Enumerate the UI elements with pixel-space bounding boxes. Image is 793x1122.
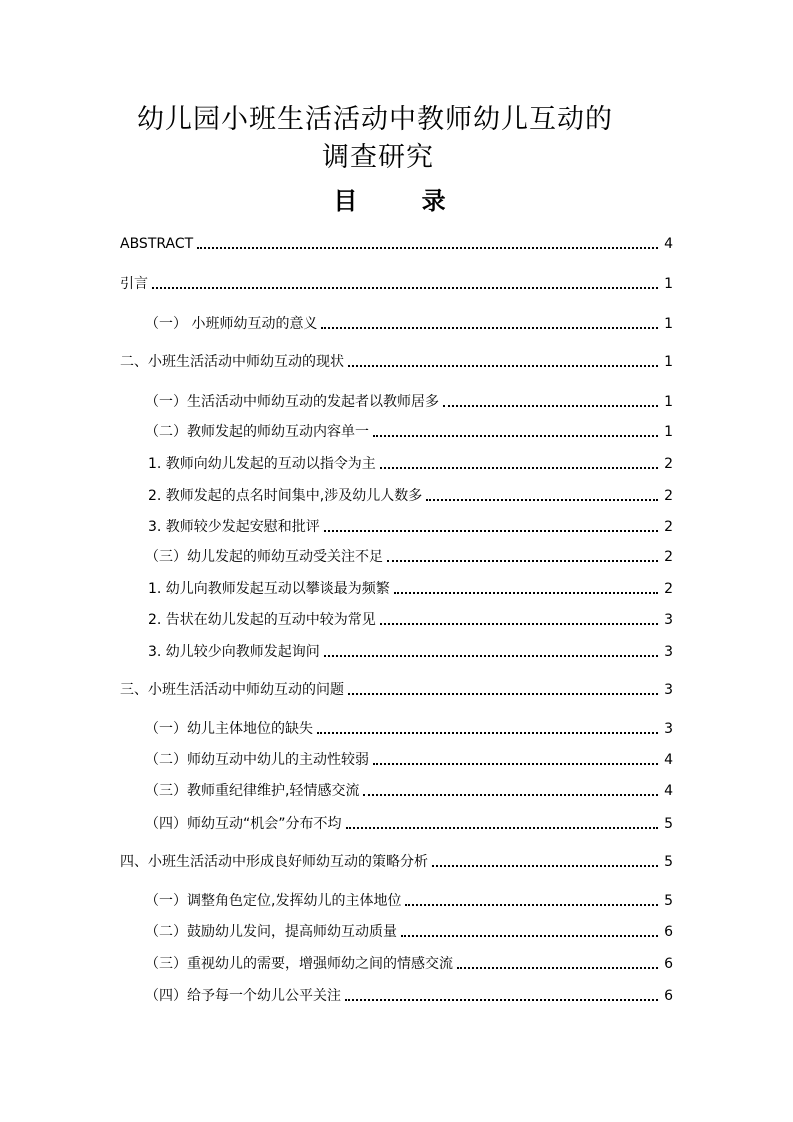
toc-entry-2-2[interactable]: [145, 421, 673, 443]
toc-entry-page: 5: [664, 816, 673, 832]
toc-dot-leader: [380, 467, 658, 469]
toc-entry-page: 2: [664, 456, 673, 472]
toc-entry-1-1[interactable]: [145, 313, 673, 335]
toc-entry-4-4[interactable]: [145, 985, 673, 1007]
toc-entry-label: （一）幼儿主体地位的缺失: [145, 721, 313, 737]
toc-entry-3-1[interactable]: [145, 718, 673, 740]
toc-entry-label: 引言: [120, 276, 148, 292]
toc-dot-leader: [197, 247, 658, 249]
toc-entry-4-2[interactable]: [145, 921, 673, 943]
toc-entry-label: 四、小班生活活动中形成良好师幼互动的策略分析: [120, 854, 428, 870]
toc-entry-label: 3. 教师较少发起安慰和批评: [148, 519, 320, 535]
toc-entry-page: 3: [664, 721, 673, 737]
toc-entry-page: 4: [664, 236, 673, 252]
toc-entry-label: 1. 教师向幼儿发起的互动以指令为主: [148, 456, 376, 472]
toc-entry-page: 3: [664, 644, 673, 660]
toc-entry-page: 6: [664, 924, 673, 940]
toc-entry-page: 1: [664, 424, 673, 440]
toc-entry-label: （三）教师重纪律维护,轻情感交流: [145, 783, 360, 799]
toc-dot-leader: [317, 732, 658, 734]
toc-entry-label: 二、小班生活活动中师幼互动的现状: [120, 354, 344, 370]
toc-entry-label: 三、小班生活活动中师幼互动的问题: [120, 682, 344, 698]
toc-dot-leader: [401, 935, 658, 937]
toc-entry-abstract[interactable]: [120, 233, 673, 255]
toc-entry-2-3-3[interactable]: [148, 641, 673, 663]
toc-dot-leader: [348, 693, 658, 695]
toc-entry-label: 3. 幼儿较少向教师发起询问: [148, 644, 320, 660]
document-title-line-2: 调查研究: [322, 142, 434, 173]
toc-entry-3-2[interactable]: [145, 749, 673, 771]
toc-entry-3-3[interactable]: [145, 780, 673, 802]
toc-dot-leader: [432, 865, 658, 867]
toc-entry-2-3-2[interactable]: [148, 609, 673, 631]
toc-heading: 目 录: [333, 187, 474, 215]
toc-dot-leader: [345, 999, 658, 1001]
toc-dot-leader: [380, 623, 658, 625]
toc-entry-label: （三）幼儿发起的师幼互动受关注不足: [145, 549, 383, 565]
toc-entry-label: 1. 幼儿向教师发起互动以攀谈最为频繁: [148, 581, 390, 597]
toc-entry-section-4[interactable]: [120, 851, 673, 873]
toc-dot-leader: [324, 530, 658, 532]
toc-entry-page: 2: [664, 549, 673, 565]
toc-entry-introduction[interactable]: [120, 273, 673, 295]
toc-entry-label: （一）调整角色定位,发挥幼儿的主体地位: [145, 893, 402, 909]
toc-entry-label: （四）师幼互动“机会”分布不均: [145, 816, 342, 832]
toc-dot-leader: [426, 499, 658, 501]
toc-entry-page: 4: [664, 783, 673, 799]
toc-entry-page: 5: [664, 854, 673, 870]
toc-entry-2-2-1[interactable]: [148, 453, 673, 475]
toc-entry-page: 1: [664, 316, 673, 332]
toc-entry-4-3[interactable]: [145, 953, 673, 975]
toc-entry-section-2[interactable]: [120, 351, 673, 373]
toc-entry-label: （一） 小班师幼互动的意义: [145, 316, 318, 332]
toc-entry-page: 3: [664, 682, 673, 698]
toc-dot-leader: [457, 967, 658, 969]
toc-entry-page: 2: [664, 519, 673, 535]
toc-dot-leader: [387, 560, 658, 562]
toc-dot-leader: [373, 435, 658, 437]
toc-entry-page: 1: [664, 354, 673, 370]
toc-entry-label: （二）教师发起的师幼互动内容单一: [145, 424, 369, 440]
toc-dot-leader: [348, 365, 658, 367]
toc-entry-page: 1: [664, 394, 673, 410]
toc-entry-2-2-3[interactable]: [148, 516, 673, 538]
toc-entry-2-1[interactable]: [145, 391, 673, 413]
toc-dot-leader: [346, 827, 659, 829]
toc-entry-section-3[interactable]: [120, 679, 673, 701]
document-title-line-1: 幼儿园小班生活活动中教师幼儿互动的: [137, 104, 613, 135]
toc-entry-label: 2. 告状在幼儿发起的互动中较为常见: [148, 612, 376, 628]
toc-entry-label: （四）给予每一个幼儿公平关注: [145, 988, 341, 1004]
toc-entry-page: 5: [664, 893, 673, 909]
toc-entry-page: 6: [664, 956, 673, 972]
toc-dot-leader: [373, 763, 658, 765]
toc-dot-leader: [405, 904, 658, 906]
toc-entry-2-3[interactable]: [145, 546, 673, 568]
toc-entry-3-4[interactable]: [145, 813, 673, 835]
toc-entry-2-3-1[interactable]: [148, 578, 673, 600]
toc-entry-4-1[interactable]: [145, 890, 673, 912]
toc-dot-leader: [394, 592, 658, 594]
toc-entry-label: ABSTRACT: [120, 236, 194, 252]
toc-entry-page: 2: [664, 488, 673, 504]
toc-entry-label: （一）生活活动中师幼互动的发起者以教师居多: [145, 394, 439, 410]
toc-dot-leader: [324, 655, 658, 657]
toc-entry-page: 4: [664, 752, 673, 768]
toc-entry-label: （二）鼓励幼儿发问，提高师幼互动质量: [145, 924, 397, 940]
toc-entry-label: （三）重视幼儿的需要，增强师幼之间的情感交流: [145, 956, 453, 972]
toc-dot-leader: [321, 327, 658, 329]
toc-entry-page: 2: [664, 581, 673, 597]
toc-entry-label: （二）师幼互动中幼儿的主动性较弱: [145, 752, 369, 768]
toc-entry-page: 1: [664, 276, 673, 292]
toc-entry-page: 6: [664, 988, 673, 1004]
toc-dot-leader: [363, 794, 658, 796]
toc-dot-leader: [443, 405, 658, 407]
toc-entry-page: 3: [664, 612, 673, 628]
toc-entry-2-2-2[interactable]: [148, 485, 673, 507]
toc-entry-label: 2. 教师发起的点名时间集中,涉及幼儿人数多: [148, 488, 423, 504]
toc-dot-leader: [152, 287, 658, 289]
